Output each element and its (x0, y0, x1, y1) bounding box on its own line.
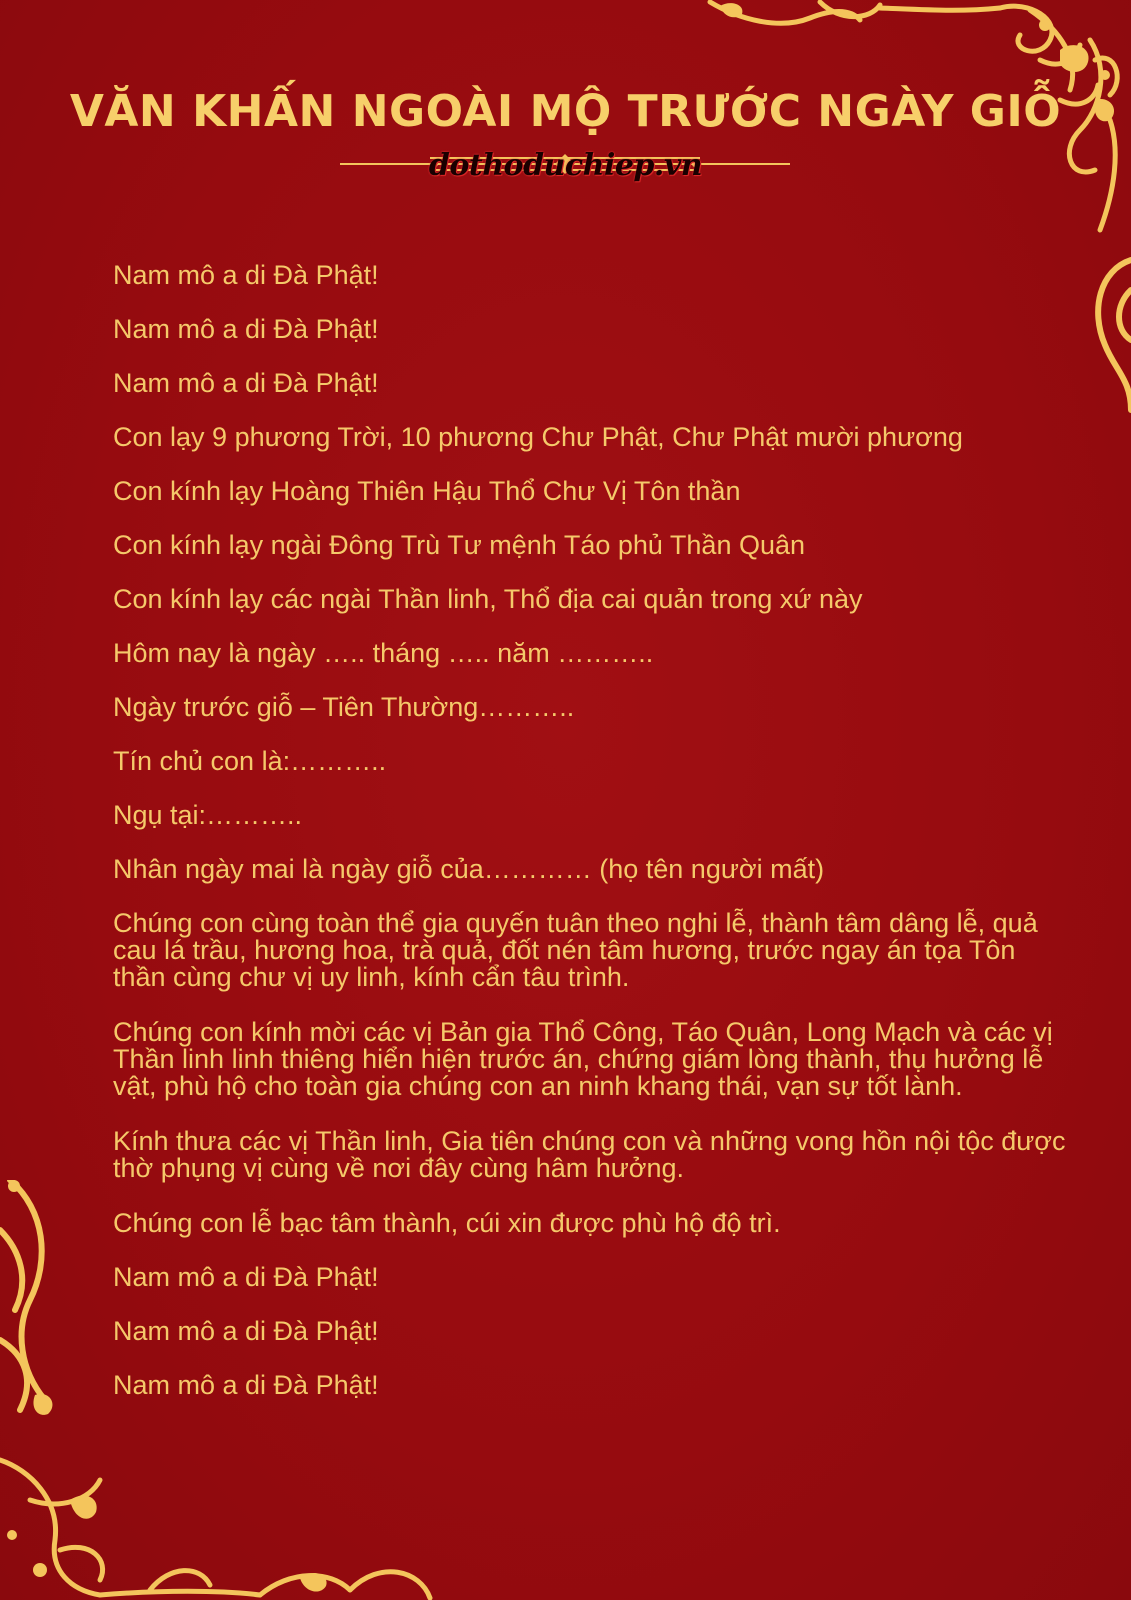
corner-ornament-bottom-left-icon (0, 1440, 440, 1600)
prayer-line: Nhân ngày mai là ngày giỗ của………… (họ tên người mất) (113, 854, 825, 884)
page-title: VĂN KHẤN NGOÀI MỘ TRƯỚC NGÀY GIỖ (69, 86, 1062, 137)
prayer-line: Ngày trước giỗ – Tiên Thường……….. (113, 692, 575, 722)
closing-line: Nam mô a di Đà Phật! (113, 1316, 379, 1346)
prayer-line: Con kính lạy các ngài Thần linh, Thổ địa cai quản trong xứ này (113, 584, 863, 614)
closing-line: Nam mô a di Đà Phật! (113, 1370, 379, 1400)
prayer-line: Nam mô a di Đà Phật! (113, 260, 379, 290)
prayer-line: Hôm nay là ngày ….. tháng ….. năm ……….. (113, 638, 654, 668)
prayer-line: Nam mô a di Đà Phật! (113, 368, 379, 398)
right-edge-swirl-icon (1090, 250, 1131, 430)
prayer-line: Nam mô a di Đà Phật! (113, 314, 379, 344)
closing-line: Nam mô a di Đà Phật! (113, 1262, 379, 1292)
prayer-body (113, 262, 1073, 1426)
prayer-line: Ngụ tại:……….. (113, 800, 303, 830)
prayer-line: Tín chủ con là:……….. (113, 746, 387, 776)
prayer-line: Con kính lạy Hoàng Thiên Hậu Thổ Chư Vị Tôn thần (113, 476, 741, 506)
prayer-line: Con lạy 9 phương Trời, 10 phương Chư Phật, Chư Phật mười phương (113, 422, 963, 452)
prayer-line: Con kính lạy ngài Đông Trù Tư mệnh Táo phủ Thần Quân (113, 530, 806, 560)
left-edge-swirl-icon (0, 1180, 60, 1420)
prayer-paragraph: Kính thưa các vị Thần linh, Gia tiên chúng con và những vong hồn nội tộc được thờ phụng vị cùng về nơi đây cùng hâm hưởng. (113, 1126, 1066, 1183)
prayer-paragraph: Chúng con cùng toàn thể gia quyến tuân theo nghi lễ, thành tâm dâng lễ, quả cau lá trầu, hương hoa, trà quả, đốt nén tâm hương, trước ngay án tọa Tôn thần cùng chư vị uy linh, kính cẩn tâu trình. (113, 908, 1038, 992)
prayer-paragraph: Chúng con kính mời các vị Bản gia Thổ Công, Táo Quân, Long Mạch và các vị Thần linh linh thiêng hiển hiện trước án, chứng giám lòng thành, thụ hưởng lễ vật, phù hộ cho toàn gia chúng con an ninh khang thái, vạn sự tốt lành. (113, 1017, 1053, 1101)
watermark-text: dothoduchiep.vn (428, 148, 703, 183)
closing-line: Chúng con lễ bạc tâm thành, cúi xin được phù hộ độ trì. (113, 1208, 781, 1238)
